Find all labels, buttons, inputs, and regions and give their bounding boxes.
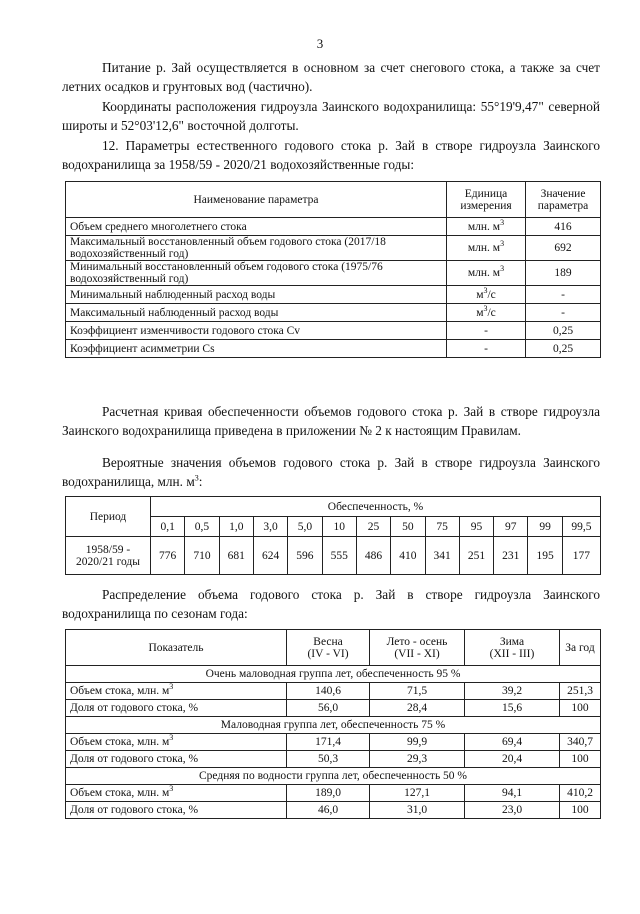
volume-cell: 710 bbox=[185, 537, 219, 575]
season-value: 251,3 bbox=[560, 683, 601, 700]
season-value: 171,4 bbox=[287, 734, 370, 751]
season-value: 46,0 bbox=[287, 802, 370, 819]
param-unit: млн. $м^3$ bbox=[447, 236, 526, 261]
paragraph-seasonal: Распределение объема годового стока р. Зай в створе гидроузла Заинского водохранилища по сезонам года: bbox=[62, 587, 600, 621]
volume-cell: 231 bbox=[494, 537, 528, 575]
season-value: 410,2 bbox=[560, 785, 601, 802]
param-name: Минимальный восстановленный объем годового стока (1975/76 водохозяйственный год) bbox=[66, 261, 447, 286]
indicator-label: Доля от годового стока, % bbox=[66, 802, 287, 819]
group-row bbox=[66, 768, 601, 785]
param-value: 692 bbox=[526, 236, 601, 261]
season-header-cell: Показатель bbox=[66, 630, 287, 666]
param-unit: - bbox=[447, 340, 526, 358]
indicator-label: Объем стока, млн. $м^3$ bbox=[66, 683, 287, 700]
param-row bbox=[66, 286, 601, 304]
volume-cell: 486 bbox=[356, 537, 390, 575]
volume-cell: 251 bbox=[459, 537, 493, 575]
season-value: 100 bbox=[560, 751, 601, 768]
param-unit: млн. $м^3$ bbox=[447, 261, 526, 286]
season-value: 39,2 bbox=[465, 683, 560, 700]
volume-cell: 776 bbox=[151, 537, 185, 575]
header-probability: Обеспеченность, % bbox=[151, 497, 601, 517]
volume-cell: 624 bbox=[253, 537, 287, 575]
season-data-row bbox=[66, 734, 601, 751]
season-header-cell: Весна (IV - VI) bbox=[287, 630, 370, 666]
param-name: Коэффициент изменчивости годового стока Cv bbox=[66, 322, 447, 340]
paragraph-coordinates: Координаты расположения гидроузла Заинского водохранилища: 55°19'9,47" северной широты и 52°03'12,6" восточной долготы. bbox=[62, 99, 600, 133]
probability-header-cell: 3,0 bbox=[253, 517, 287, 537]
probability-table bbox=[65, 496, 601, 575]
probability-header-cell: 99 bbox=[528, 517, 562, 537]
season-data-row bbox=[66, 700, 601, 717]
season-data-row bbox=[66, 785, 601, 802]
paragraph-section-12: 12. Параметры естественного годового стока р. Зай в створе гидроузла Заинского водохранилища за 1958/59 - 2020/21 водохозяйственные годы: bbox=[62, 138, 600, 172]
probability-header-cell: 97 bbox=[494, 517, 528, 537]
season-value: 50,3 bbox=[287, 751, 370, 768]
season-header-cell: За год bbox=[560, 630, 601, 666]
param-row bbox=[66, 261, 601, 286]
probability-header-cell: 25 bbox=[356, 517, 390, 537]
group-title: Очень маловодная группа лет, обеспеченность 95 % bbox=[66, 666, 601, 683]
param-unit: - bbox=[447, 322, 526, 340]
season-value: 140,6 bbox=[287, 683, 370, 700]
group-title: Средняя по водности группа лет, обеспеченность 50 % bbox=[66, 768, 601, 785]
season-value: 23,0 bbox=[465, 802, 560, 819]
header-parameter: Наименование параметра bbox=[66, 182, 447, 218]
param-name: Максимальный наблюденный расход воды bbox=[66, 304, 447, 322]
season-data-row bbox=[66, 751, 601, 768]
header-unit: Единица измерения bbox=[447, 182, 526, 218]
param-row bbox=[66, 304, 601, 322]
probability-header-cell: 10 bbox=[322, 517, 356, 537]
probability-header-cell: 75 bbox=[425, 517, 459, 537]
season-value: 94,1 bbox=[465, 785, 560, 802]
param-row bbox=[66, 340, 601, 358]
header-period: Период bbox=[66, 497, 151, 537]
param-name: Минимальный наблюденный расход воды bbox=[66, 286, 447, 304]
param-name: Объем среднего многолетнего стока bbox=[66, 218, 447, 236]
runoff-parameters-table bbox=[65, 181, 601, 358]
season-value: 189,0 bbox=[287, 785, 370, 802]
season-value: 127,1 bbox=[370, 785, 465, 802]
season-value: 15,6 bbox=[465, 700, 560, 717]
season-value: 340,7 bbox=[560, 734, 601, 751]
param-value: 416 bbox=[526, 218, 601, 236]
season-value: 100 bbox=[560, 802, 601, 819]
param-name: Коэффициент асимметрии Cs bbox=[66, 340, 447, 358]
probability-header-cell: 1,0 bbox=[219, 517, 253, 537]
season-value: 56,0 bbox=[287, 700, 370, 717]
volume-cell: 596 bbox=[288, 537, 322, 575]
group-row bbox=[66, 717, 601, 734]
volume-cell: 177 bbox=[562, 537, 600, 575]
paragraph-curve: Расчетная кривая обеспеченности объемов годового стока р. Зай в створе гидроузла Заинского водохранилища приведена в приложении № 2 к настоящим Правилам. bbox=[62, 404, 600, 438]
season-value: 31,0 bbox=[370, 802, 465, 819]
volume-cell: 195 bbox=[528, 537, 562, 575]
param-unit: млн. $м^3$ bbox=[447, 218, 526, 236]
seasonal-distribution-table bbox=[65, 629, 601, 819]
param-row bbox=[66, 236, 601, 261]
season-value: 100 bbox=[560, 700, 601, 717]
volume-cell: 555 bbox=[322, 537, 356, 575]
probability-header-cell: 0,5 bbox=[185, 517, 219, 537]
indicator-label: Доля от годового стока, % bbox=[66, 700, 287, 717]
season-header-cell: Лето - осень (VII - XI) bbox=[370, 630, 465, 666]
period-cell: 1958/59 - 2020/21 годы bbox=[66, 537, 151, 575]
volume-cell: 410 bbox=[391, 537, 425, 575]
param-value: - bbox=[526, 304, 601, 322]
param-row bbox=[66, 218, 601, 236]
indicator-label: Объем стока, млн. $м^3$ bbox=[66, 734, 287, 751]
param-name: Максимальный восстановленный объем годового стока (2017/18 водохозяйственный год) bbox=[66, 236, 447, 261]
param-row bbox=[66, 322, 601, 340]
param-value: 189 bbox=[526, 261, 601, 286]
param-unit: $м^3/с$ bbox=[447, 304, 526, 322]
param-value: 0,25 bbox=[526, 340, 601, 358]
season-value: 29,3 bbox=[370, 751, 465, 768]
group-title: Маловодная группа лет, обеспеченность 75 % bbox=[66, 717, 601, 734]
probability-header-cell: 95 bbox=[459, 517, 493, 537]
probability-header-cell: 99,5 bbox=[562, 517, 600, 537]
season-data-row bbox=[66, 683, 601, 700]
season-value: 28,4 bbox=[370, 700, 465, 717]
paragraph-feeding: Питание р. Зай осуществляется в основном за счет снегового стока, а также за счет летних осадков и грунтовых вод (частично). bbox=[62, 60, 600, 94]
probability-header-cell: 5,0 bbox=[288, 517, 322, 537]
volume-cell: 681 bbox=[219, 537, 253, 575]
paragraph-probable-values: Вероятные значения объемов годового стока р. Зай в створе гидроузла Заинского водохранилища, млн. $м^3$: bbox=[62, 455, 600, 489]
season-value: 99,9 bbox=[370, 734, 465, 751]
param-value: - bbox=[526, 286, 601, 304]
season-value: 69,4 bbox=[465, 734, 560, 751]
probability-header-cell: 0,1 bbox=[151, 517, 185, 537]
page-number: 3 bbox=[316, 36, 324, 51]
season-header-cell: Зима (XII - III) bbox=[465, 630, 560, 666]
season-value: 71,5 bbox=[370, 683, 465, 700]
header-value: Значение параметра bbox=[526, 182, 601, 218]
season-value: 20,4 bbox=[465, 751, 560, 768]
group-row bbox=[66, 666, 601, 683]
indicator-label: Доля от годового стока, % bbox=[66, 751, 287, 768]
probability-header-cell: 50 bbox=[391, 517, 425, 537]
indicator-label: Объем стока, млн. $м^3$ bbox=[66, 785, 287, 802]
season-data-row bbox=[66, 802, 601, 819]
param-value: 0,25 bbox=[526, 322, 601, 340]
param-unit: $м^3/с$ bbox=[447, 286, 526, 304]
volume-cell: 341 bbox=[425, 537, 459, 575]
